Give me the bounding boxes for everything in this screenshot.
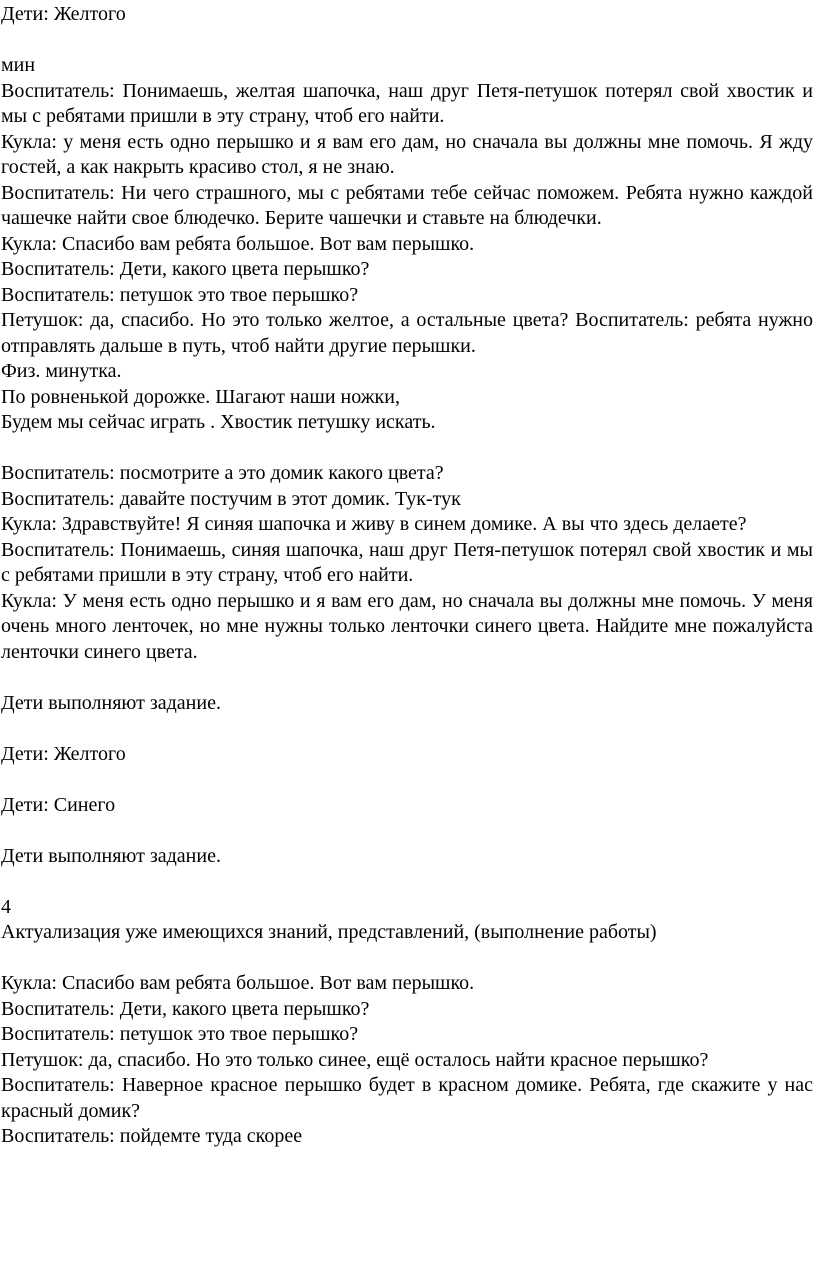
paragraph: Воспитатель: петушок это твое перышко? (1, 1023, 359, 1045)
paragraph: Дети выполняют задание. (1, 844, 221, 867)
paragraph: Дети: Желтого (1, 3, 126, 25)
paragraph: Петушок: да, спасибо. Но это только желтое, а остальные цвета? Воспитатель: ребята нужно отправлять дальше в путь, чтоб найти другие перышки. (1, 309, 813, 357)
paragraph: Воспитатель: Ни чего страшного, мы с ребятами тебе сейчас поможем. Ребята нужно каждой чашечке найти свое блюдечко. Берите чашечки и ставьте на блюдечки. (1, 181, 813, 229)
paragraph: Воспитатель: давайте постучим в этот домик. Тук-тук (1, 487, 461, 510)
blank-line (1, 818, 813, 844)
paragraph: Дети: Желтого (1, 742, 126, 765)
paragraph: Кукла: у меня есть одно перышко и я вам его дам, но сначала вы должны мне помочь. Я жду гостей, а как накрыть красиво стол, я не знаю. (1, 130, 813, 178)
paragraph: Воспитатель: посмотрите а это домик какого цвета? (1, 462, 444, 484)
section-heading: Актуализация уже имеющихся знаний, представлений, (выполнение работы) (1, 921, 657, 943)
paragraph: Дети выполняют задание. (1, 691, 221, 714)
paragraph: Воспитатель: Дети, какого цвета перышко? (1, 258, 370, 280)
paragraph: Кукла: Спасибо вам ребята большое. Вот вам перышко. (1, 972, 475, 994)
blank-line (1, 767, 813, 793)
paragraph: Воспитатель: Наверное красное перышко будет в красном домике. Ребята, где скажите у нас красный домик? (1, 1074, 813, 1122)
blank-line (1, 436, 813, 462)
paragraph: Воспитатель: петушок это твое перышко? (1, 283, 359, 306)
paragraph: Воспитатель: Дети, какого цвета перышко? (1, 997, 370, 1020)
paragraph: Воспитатель: Понимаешь, желтая шапочка, наш друг Петя-петушок потерял свой хвостик и мы с ребятами пришли в эту страну, чтоб его найти. (1, 79, 813, 127)
blank-line (1, 946, 813, 972)
paragraph: Будем мы сейчас играть . Хвостик петушку искать. (1, 411, 436, 433)
blank-line (1, 716, 813, 742)
paragraph: Кукла: У меня есть одно перышко и я вам его дам, но сначала вы должны мне помочь. У меня очень много ленточек, но мне нужны только ленточки синего цвета. Найдите мне пожалуйста ленточки синего цвета. (1, 589, 813, 663)
paragraph: Дети: Синего (1, 793, 116, 816)
paragraph: Физ. минутка. (1, 360, 122, 382)
blank-line (1, 665, 813, 691)
paragraph: По ровненькой дорожке. Шагают наши ножки, (1, 385, 400, 408)
paragraph: мин (1, 54, 36, 76)
paragraph: Петушок: да, спасибо. Но это только синее, ещё осталось найти красное перышко? (1, 1048, 709, 1071)
blank-line (1, 869, 813, 895)
paragraph: Кукла: Здравствуйте! Я синяя шапочка и живу в синем домике. А вы что здесь делаете? (1, 513, 747, 535)
blank-line (1, 28, 813, 54)
section-number: 4 (1, 895, 11, 918)
paragraph: Воспитатель: пойдемте туда скорее (1, 1125, 303, 1147)
paragraph: Воспитатель: Понимаешь, синяя шапочка, наш друг Петя-петушок потерял свой хвостик и мы с ребятами пришли в эту страну, чтоб его найти. (1, 538, 813, 586)
paragraph: Кукла: Спасибо вам ребята большое. Вот вам перышко. (1, 232, 475, 255)
